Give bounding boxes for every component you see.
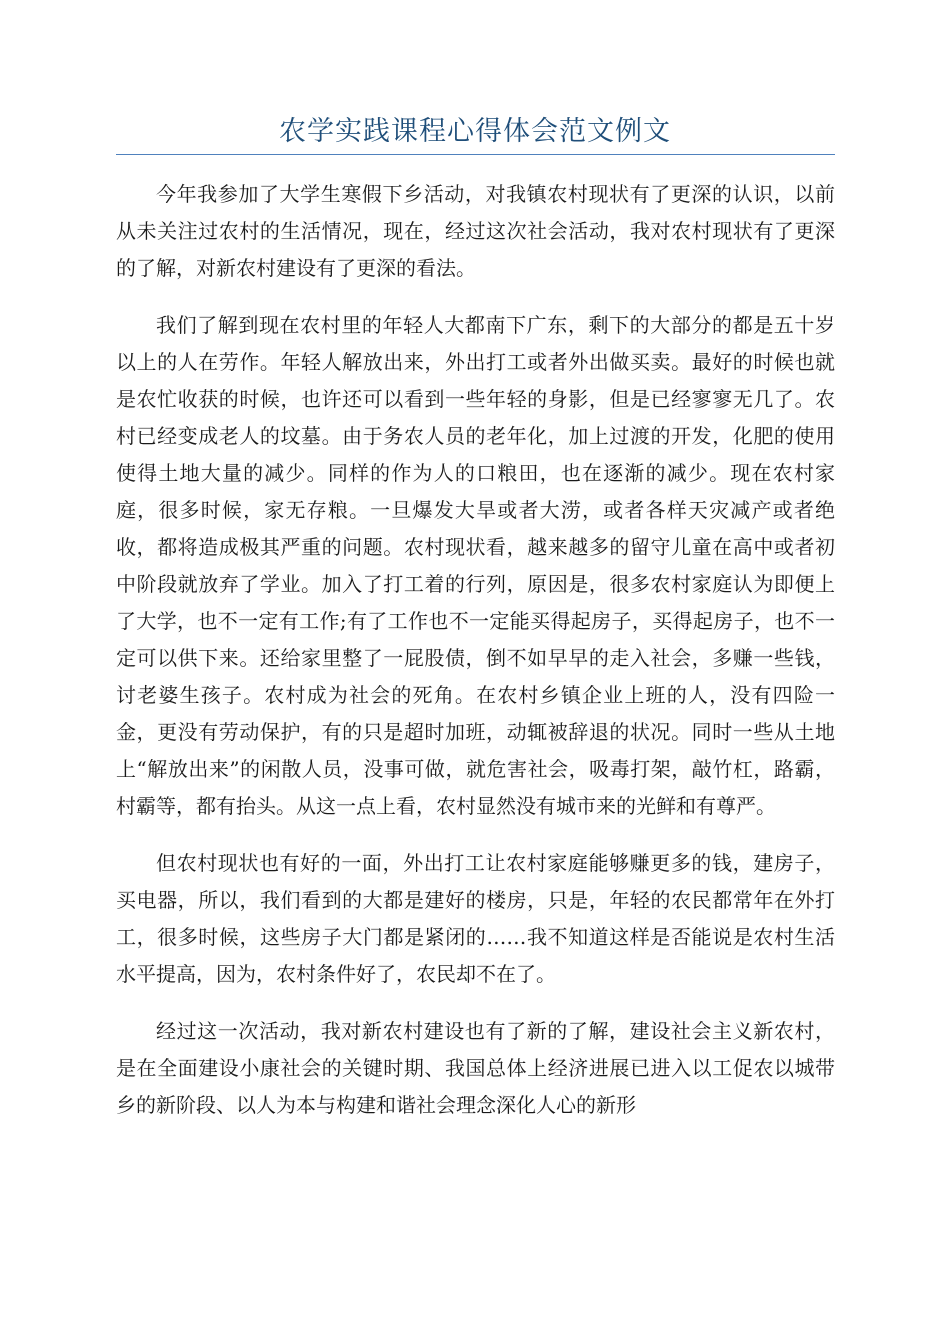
document-body — [116, 176, 835, 1144]
paragraph-3: 但农村现状也有好的一面，外出打工让农村家庭能够赚更多的钱，建房子，买电器，所以，我们看到的大都是建好的楼房，只是，年轻的农民都常年在外打工，很多时候，这些房子大门都是紧闭的……我不知道这样是否能说是农村生活水平提高，因为，农村条件好了，农民却不在了。 — [116, 851, 835, 986]
paragraph-2: 我们了解到现在农村里的年轻人大都南下广东，剩下的大部分的都是五十岁以上的人在劳作。年轻人解放出来，外出打工或者外出做买卖。最好的时候也就是农忙收获的时候，也许还可以看到一些年轻的身影，但是已经寥寥无几了。农村已经变成老人的坟墓。由于务农人员的老年化，加上过渡的开发，化肥的使用使得土地大量的减少。同样的作为人的口粮田，也在逐渐的减少。现在农村家庭，很多时候，家无存粮。一旦爆发大旱或者大涝，或者各样天灾减产或者绝收，都将造成极其严重的问题。农村现状看，越来越多的留守儿童在高中或者初中阶段就放弃了学业。加入了打工着的行列，原因是，很多农村家庭认为即便上了大学，也不一定有工作;有了工作也不一定能买得起房子，买得起房子，也不一定可以供下来。还给家里整了一屁股债，倒不如早早的走入社会，多赚一些钱，讨老婆生孩子。农村成为社会的死角。在农村乡镇企业上班的人，没有四险一金，更没有劳动保护，有的只是超时加班，动辄被辞退的状况。同时一些从土地上“解放出来”的闲散人员，没事可做，就危害社会，吸毒打架，敲竹杠，路霸，村霸等，都有抬头。从这一点上看，农村显然没有城市来的光鲜和有尊严。 — [116, 313, 835, 818]
paragraph-1: 今年我参加了大学生寒假下乡活动，对我镇农村现状有了更深的认识，以前从未关注过农村的生活情况，现在，经过这次社会活动，我对农村现状有了更深的了解，对新农村建设有了更深的看法。 — [116, 182, 835, 280]
paragraph-4: 经过这一次活动，我对新农村建设也有了新的了解，建设社会主义新农村，是在全面建设小康社会的关键时期、我国总体上经济进展已进入以工促农以城带乡的新阶段、以人为本与构建和谐社会理念深化人心的新形 — [116, 1019, 835, 1117]
title-underline — [116, 154, 835, 155]
document-title: 农学实践课程心得体会范文例文 — [279, 116, 671, 147]
